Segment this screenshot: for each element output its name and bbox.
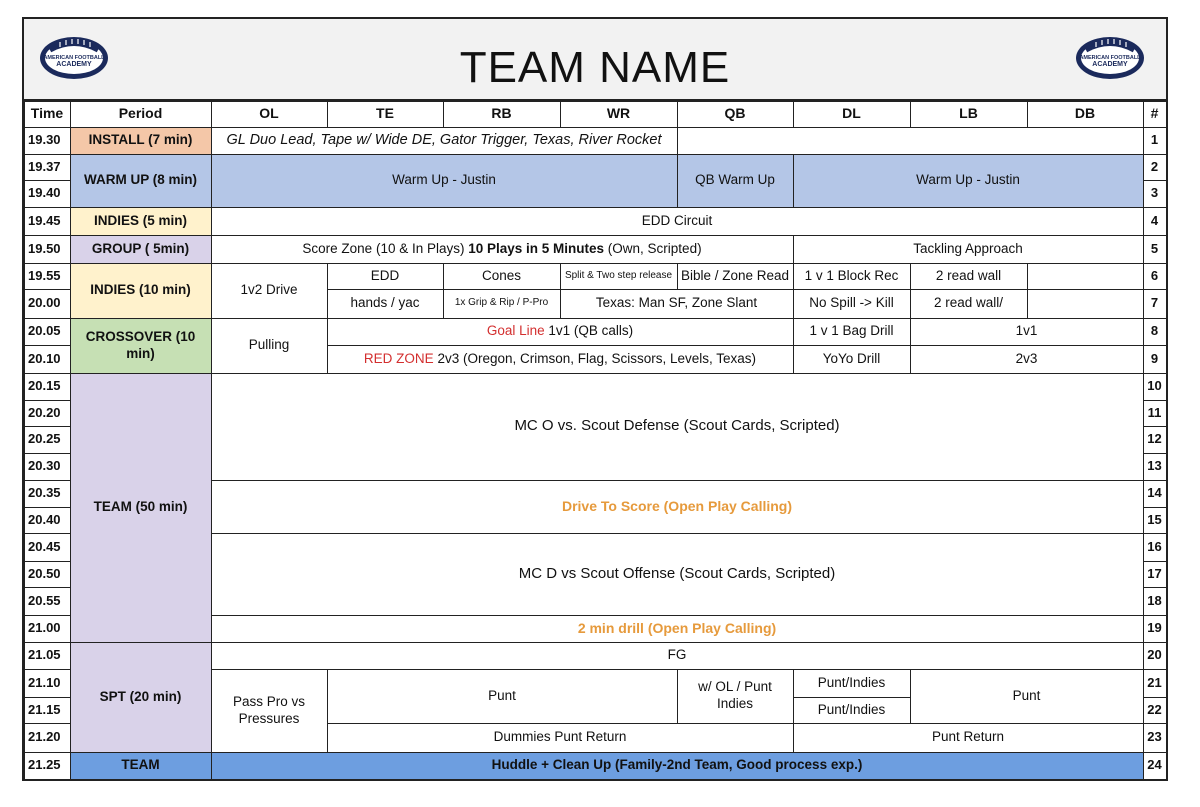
slot-number: 7 [1150, 295, 1159, 311]
lb-read-wall: 2 read wall [935, 267, 1002, 283]
time-slot: 19.40 [28, 185, 61, 201]
tackling-approach: Tackling Approach [913, 240, 1023, 256]
column-header-num: # [1150, 105, 1159, 122]
time-slot: 21.25 [28, 757, 61, 773]
slot-number: 2 [1150, 158, 1159, 174]
mc-o-vs-scout-defense: MC O vs. Scout Defense (Scout Cards, Scripted) [514, 417, 840, 435]
slot-number: 10 [1147, 378, 1162, 394]
lb-read-wall-2: 2 read wall/ [933, 295, 1004, 311]
time-slot: 21.10 [28, 674, 61, 690]
slot-number: 9 [1150, 350, 1159, 366]
warmup-qb: QB Warm Up [695, 172, 775, 188]
period-indies-5: INDIES (5 min) [93, 212, 187, 228]
red-zone-2v3 [327, 345, 793, 373]
score-zone-bold: 10 Plays in 5 Minutes [468, 240, 605, 256]
punt-return: Punt Return [931, 729, 1005, 745]
practice-schedule-sheet [22, 17, 1168, 781]
score-zone-text: Score Zone (10 & In Plays) [302, 240, 469, 256]
install-plays: GL Duo Lead, Tape w/ Wide DE, Gator Trigger, Texas, River Rocket [226, 132, 662, 149]
two-min-drill: 2 min drill (Open Play Calling) [577, 619, 777, 636]
mc-d-vs-scout-offense: MC D vs Scout Offense (Scout Cards, Scripted) [518, 564, 836, 582]
time-slot: 19.37 [28, 158, 61, 174]
slot-number: 13 [1147, 458, 1162, 474]
slot-number: 18 [1147, 592, 1162, 608]
field-goal: FG [667, 647, 687, 663]
column-header-rb: RB [491, 105, 512, 122]
column-header-dl: DL [842, 105, 861, 122]
rb-grip-rip: 1x Grip & Rip / P-Pro [454, 297, 549, 309]
time-slot: 20.35 [28, 485, 61, 501]
edd-circuit: EDD Circuit [641, 212, 713, 228]
time-slot: 21.15 [28, 701, 61, 717]
warmup-offense: Warm Up - Justin [392, 172, 496, 188]
team-name-title: TEAM NAME [459, 43, 731, 92]
lb-db-1v1: 1v1 [1015, 323, 1038, 339]
lb-db-2v3: 2v3 [1015, 350, 1038, 366]
sheet-header [24, 19, 1166, 101]
dl-bag-drill: 1 v 1 Bag Drill [809, 323, 894, 339]
time-slot: 20.50 [28, 565, 61, 581]
logo-text-top: AMERICAN FOOTBALL [43, 55, 105, 61]
slot-number: 12 [1147, 431, 1162, 447]
slot-number: 23 [1147, 729, 1162, 745]
period-group: GROUP ( 5min) [91, 240, 190, 256]
period-warmup: WARM UP (8 min) [83, 172, 197, 188]
time-slot: 20.55 [28, 592, 61, 608]
time-slot: 19.55 [28, 267, 61, 283]
time-slot: 20.15 [28, 378, 61, 394]
column-header-lb: LB [959, 105, 978, 122]
slot-number: 21 [1147, 674, 1162, 690]
slot-number: 5 [1150, 240, 1159, 256]
slot-number: 11 [1147, 404, 1162, 420]
time-slot: 21.00 [28, 620, 61, 636]
slot-number: 19 [1147, 620, 1162, 636]
period-team-50: TEAM (50 min) [93, 499, 188, 515]
time-slot: 20.40 [28, 511, 61, 527]
punt-defense: Punt [1012, 687, 1041, 703]
time-slot: 20.05 [28, 323, 61, 339]
time-slot: 20.20 [28, 404, 61, 420]
pass-pro-vs-pressures: Pass Pro vs Pressures [232, 693, 306, 726]
column-header-db: DB [1074, 105, 1096, 122]
academy-logo-right [1072, 33, 1148, 83]
goal-line-label: Goal Line [486, 323, 545, 339]
slot-number: 24 [1147, 757, 1162, 773]
time-slot: 21.20 [28, 729, 61, 745]
ol-pulling: Pulling [248, 337, 290, 353]
huddle-clean-up: Huddle + Clean Up (Family-2nd Team, Good process exp.) [491, 757, 863, 773]
punt-offense: Punt [488, 687, 516, 703]
logo-text-main: ACADEMY [1092, 61, 1128, 68]
dummies-punt-return: Dummies Punt Return [493, 729, 627, 745]
time-slot: 20.30 [28, 458, 61, 474]
punt-indies-2: Punt/Indies [817, 701, 886, 717]
schedule-grid [24, 101, 1166, 779]
column-header-wr: WR [606, 105, 631, 122]
time-slot: 19.30 [28, 132, 61, 148]
goal-line-1v1 [327, 318, 793, 345]
time-slot: 20.45 [28, 538, 61, 554]
install-empty [677, 127, 1143, 154]
period-indies-10: INDIES (10 min) [90, 282, 191, 298]
ol-1v2-drive: 1v2 Drive [240, 282, 298, 298]
period-spt: SPT (20 min) [99, 688, 182, 704]
period-crossover: CROSSOVER (10 min) [85, 328, 196, 361]
red-zone-label: RED ZONE [363, 350, 434, 366]
slot-number: 14 [1147, 485, 1162, 501]
slot-number: 16 [1147, 538, 1162, 554]
te-edd: EDD [370, 267, 400, 283]
texas-man-sf: Texas: Man SF, Zone Slant [595, 295, 758, 311]
dl-no-spill: No Spill -> Kill [809, 295, 894, 311]
slot-number: 3 [1150, 185, 1159, 201]
period-install: INSTALL (7 min) [88, 132, 193, 148]
warmup-defense: Warm Up - Justin [916, 172, 1020, 188]
dl-block-rec: 1 v 1 Block Rec [804, 267, 899, 283]
logo-text-top: AMERICAN FOOTBALL [1079, 55, 1141, 61]
column-header-period: Period [118, 105, 163, 122]
te-hands-yac: hands / yac [350, 295, 420, 311]
slot-number: 8 [1150, 323, 1159, 339]
slot-number: 4 [1150, 212, 1159, 228]
column-header-qb: QB [724, 105, 746, 122]
goal-line-text: 1v1 (QB calls) [544, 323, 634, 339]
column-header-time: Time [30, 105, 64, 122]
slot-number: 6 [1150, 267, 1159, 283]
db-empty-2 [1027, 289, 1143, 318]
slot-number: 1 [1150, 132, 1159, 148]
slot-number: 15 [1147, 511, 1162, 527]
wr-split-release: Split & Two step release [564, 269, 673, 281]
score-zone-tail: (Own, Scripted) [604, 240, 702, 256]
time-slot: 19.50 [28, 240, 61, 256]
score-zone [211, 235, 793, 263]
slot-number: 20 [1147, 647, 1162, 663]
slot-number: 17 [1147, 565, 1162, 581]
slot-number: 22 [1147, 701, 1162, 717]
drive-to-score: Drive To Score (Open Play Calling) [561, 497, 792, 514]
rb-cones: Cones [481, 267, 522, 283]
time-slot: 20.25 [28, 431, 61, 447]
db-empty-1 [1027, 263, 1143, 289]
dl-yoyo-drill: YoYo Drill [822, 350, 881, 366]
time-slot: 21.05 [28, 647, 61, 663]
column-header-te: TE [376, 105, 394, 122]
period-team: TEAM [121, 757, 160, 773]
ol-punt-indies: w/ OL / Punt Indies [698, 679, 772, 711]
logo-text-main: ACADEMY [56, 61, 92, 68]
red-zone-text: 2v3 (Oregon, Crimson, Flag, Scissors, Levels, Texas) [433, 350, 757, 366]
punt-indies-1: Punt/Indies [817, 674, 886, 690]
time-slot: 20.10 [28, 350, 61, 366]
qb-bible-zone-read: Bible / Zone Read [680, 267, 790, 283]
time-slot: 19.45 [28, 212, 61, 228]
column-header-ol: OL [259, 105, 279, 122]
time-slot: 20.00 [28, 295, 61, 311]
